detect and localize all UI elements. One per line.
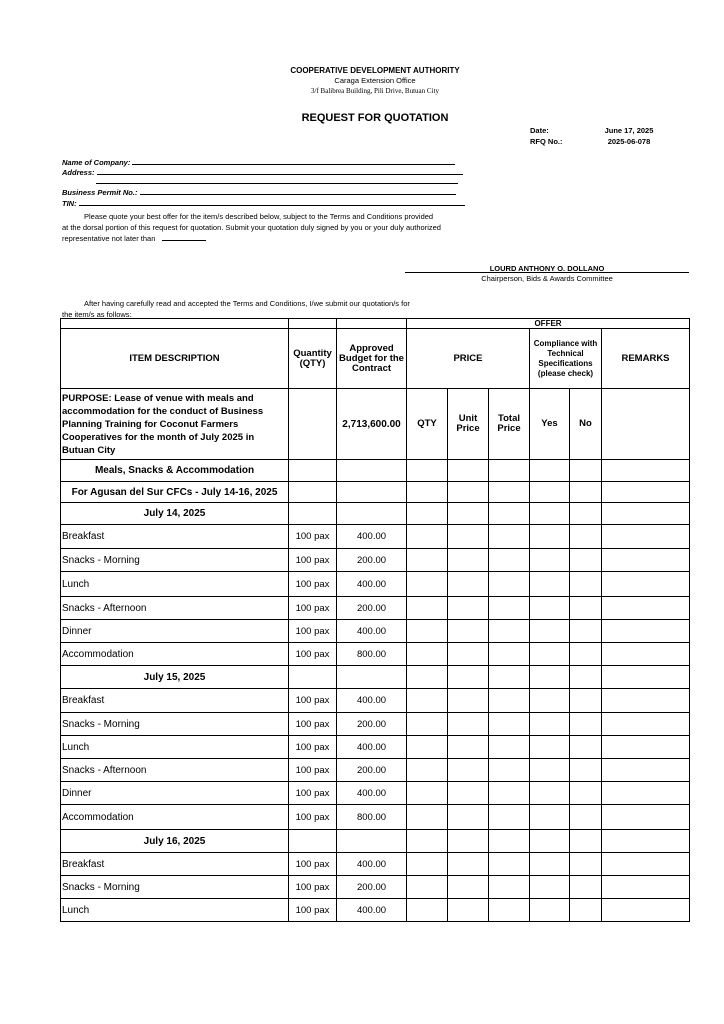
item-quantity: 100 pax [289, 759, 337, 782]
blank-cell[interactable] [448, 620, 489, 643]
blank-cell[interactable] [489, 736, 530, 759]
blank-cell[interactable] [489, 876, 530, 899]
blank-cell[interactable] [530, 899, 570, 922]
blank-cell[interactable] [570, 620, 602, 643]
item-quantity: 100 pax [289, 805, 337, 830]
blank-cell [337, 830, 407, 853]
blank-cell [407, 830, 448, 853]
section-row [61, 460, 690, 482]
blank-cell[interactable] [489, 689, 530, 713]
deadline-line[interactable] [162, 233, 206, 241]
instruction-line-3 [62, 233, 482, 244]
blank-cell[interactable] [489, 805, 530, 830]
blank-cell [570, 503, 602, 525]
item-quantity: 100 pax [289, 713, 337, 736]
blank-cell[interactable] [489, 899, 530, 922]
quotation-table [60, 318, 690, 922]
item-quantity: 100 pax [289, 899, 337, 922]
blank-cell[interactable] [407, 572, 448, 597]
acceptance-line-2: the item/s as follows: [62, 310, 132, 319]
blank-cell[interactable] [448, 759, 489, 782]
item-budget: 200.00 [337, 759, 407, 782]
blank-cell[interactable] [602, 597, 690, 620]
total-price-subheader: Total Price [489, 389, 530, 460]
subsection-title: For Agusan del Sur CFCs - July 14-16, 2025 [61, 482, 289, 503]
acceptance-paragraph [62, 298, 482, 320]
blank-cell[interactable] [448, 597, 489, 620]
blank-cell [489, 830, 530, 853]
blank-cell [489, 503, 530, 525]
blank-cell[interactable] [448, 713, 489, 736]
blank-cell [448, 666, 489, 689]
blank-cell[interactable] [448, 736, 489, 759]
compliance-header: Compliance with Technical Specifications (please check) [530, 329, 602, 389]
company-line[interactable] [132, 157, 455, 165]
item-budget: 200.00 [337, 549, 407, 572]
item-description-header: ITEM DESCRIPTION [61, 329, 289, 389]
blank-cell[interactable] [489, 597, 530, 620]
table-row [61, 643, 690, 666]
blank-cell[interactable] [489, 759, 530, 782]
blank-cell[interactable] [407, 759, 448, 782]
document-title: REQUEST FOR QUOTATION [301, 112, 449, 124]
address-line[interactable] [97, 167, 463, 175]
table-row [61, 899, 690, 922]
item-budget: 400.00 [337, 525, 407, 549]
blank-cell[interactable] [489, 620, 530, 643]
offer-header: OFFER [407, 319, 690, 329]
blank-cell[interactable] [602, 689, 690, 713]
instruction-line-1: Please quote your best offer for the item/s described below, subject to the Terms and Conditions provided [84, 212, 434, 221]
quantity-header: Quantity (QTY) [289, 329, 337, 389]
blank-cell[interactable] [489, 782, 530, 805]
address-label: Address: [62, 168, 95, 177]
blank-cell [407, 666, 448, 689]
item-description: Snacks - Afternoon [61, 597, 289, 620]
blank-cell [289, 503, 337, 525]
blank-cell[interactable] [530, 759, 570, 782]
table-row [61, 736, 690, 759]
instruction-line-3-text: representative not later than [62, 234, 156, 243]
blank-cell[interactable] [602, 782, 690, 805]
blank-cell[interactable] [489, 549, 530, 572]
blank-cell[interactable] [530, 549, 570, 572]
blank-cell[interactable] [407, 597, 448, 620]
item-quantity: 100 pax [289, 853, 337, 876]
item-description: Breakfast [61, 853, 289, 876]
company-label: Name of Company: [62, 158, 131, 167]
blank-cell[interactable] [570, 572, 602, 597]
blank-cell[interactable] [448, 643, 489, 666]
date-value: June 17, 2025 [604, 126, 654, 135]
office-name: Caraga Extension Office [334, 76, 416, 85]
blank-cell[interactable] [407, 689, 448, 713]
blank-cell [570, 830, 602, 853]
item-budget: 200.00 [337, 597, 407, 620]
blank-cell[interactable] [570, 782, 602, 805]
blank-cell[interactable] [407, 736, 448, 759]
table-row [61, 597, 690, 620]
acceptance-line-1: After having carefully read and accepted the Terms and Conditions, I/we submit our quotation/s for [84, 299, 410, 308]
blank-cell[interactable] [448, 853, 489, 876]
blank-cell[interactable] [530, 782, 570, 805]
blank-cell[interactable] [489, 643, 530, 666]
blank-cell[interactable] [570, 853, 602, 876]
tin-field[interactable] [62, 198, 465, 208]
blank-cell[interactable] [602, 572, 690, 597]
blank-cell[interactable] [448, 549, 489, 572]
blank-cell[interactable] [570, 689, 602, 713]
blank-cell[interactable] [489, 853, 530, 876]
blank-cell[interactable] [407, 805, 448, 830]
blank-cell [570, 666, 602, 689]
blank-cell[interactable] [489, 713, 530, 736]
date-label: Date: [530, 126, 549, 135]
agency-name: COOPERATIVE DEVELOPMENT AUTHORITY [290, 66, 460, 75]
offer-header-row [61, 319, 690, 329]
blank-cell[interactable] [448, 689, 489, 713]
table-row [61, 759, 690, 782]
address-line-2[interactable] [96, 183, 458, 184]
blank-cell [530, 830, 570, 853]
item-budget: 400.00 [337, 689, 407, 713]
item-description: Lunch [61, 899, 289, 922]
item-description: Dinner [61, 620, 289, 643]
blank-cell[interactable] [407, 713, 448, 736]
blank-cell[interactable] [530, 736, 570, 759]
blank-cell[interactable] [530, 876, 570, 899]
section-title: Meals, Snacks & Accommodation [61, 460, 289, 482]
blank-cell[interactable] [530, 572, 570, 597]
blank-cell[interactable] [602, 853, 690, 876]
item-budget: 400.00 [337, 853, 407, 876]
blank-cell[interactable] [530, 713, 570, 736]
blank-cell [448, 830, 489, 853]
price-header: PRICE [407, 329, 530, 389]
blank-cell[interactable] [448, 572, 489, 597]
purpose-text: PURPOSE: Lease of venue with meals and accommodation for the conduct of Business Planning Training for Coconut Farmers Cooperatives for the month of July 2025 in Butuan City [61, 389, 289, 460]
blank-cell[interactable] [530, 805, 570, 830]
date-label: July 16, 2025 [61, 830, 289, 853]
blank-cell[interactable] [602, 643, 690, 666]
table-row [61, 689, 690, 713]
subsection-row [61, 482, 690, 503]
abc-header: Approved Budget for the Contract [337, 329, 407, 389]
item-budget: 400.00 [337, 620, 407, 643]
signatory-name: LOURD ANTHONY O. DOLLANO [489, 264, 605, 273]
blank-cell[interactable] [407, 782, 448, 805]
item-budget: 400.00 [337, 899, 407, 922]
no-subheader: No [570, 389, 602, 460]
item-description: Snacks - Afternoon [61, 759, 289, 782]
table-row [61, 713, 690, 736]
item-budget: 400.00 [337, 572, 407, 597]
blank-cell[interactable] [602, 620, 690, 643]
blank-cell[interactable] [448, 899, 489, 922]
blank-cell[interactable] [407, 899, 448, 922]
abc-value: 2,713,600.00 [337, 389, 407, 460]
qty-subheader: QTY [407, 389, 448, 460]
unit-price-subheader: Unit Price [448, 389, 489, 460]
yes-subheader: Yes [530, 389, 570, 460]
blank-cell[interactable] [407, 643, 448, 666]
tin-line[interactable] [79, 198, 465, 206]
blank-cell[interactable] [448, 805, 489, 830]
company-field[interactable] [62, 157, 455, 167]
blank-cell[interactable] [448, 782, 489, 805]
signature-line [405, 272, 689, 273]
permit-field[interactable] [62, 187, 456, 197]
item-description: Dinner [61, 782, 289, 805]
blank-cell[interactable] [530, 853, 570, 876]
blank-cell[interactable] [570, 643, 602, 666]
blank-cell[interactable] [602, 805, 690, 830]
blank-cell[interactable] [407, 620, 448, 643]
table-row [61, 853, 690, 876]
item-budget: 200.00 [337, 713, 407, 736]
item-description: Snacks - Morning [61, 876, 289, 899]
blank-cell [337, 503, 407, 525]
blank-cell[interactable] [570, 805, 602, 830]
rfq-value: 2025-06-078 [607, 137, 651, 146]
item-description: Lunch [61, 736, 289, 759]
item-quantity: 100 pax [289, 549, 337, 572]
blank-cell [407, 503, 448, 525]
blank-cell[interactable] [570, 597, 602, 620]
blank-cell[interactable] [602, 759, 690, 782]
blank-cell [289, 830, 337, 853]
date-label: July 15, 2025 [61, 666, 289, 689]
blank-cell[interactable] [602, 549, 690, 572]
item-budget: 800.00 [337, 805, 407, 830]
blank-cell[interactable] [570, 713, 602, 736]
item-description: Lunch [61, 572, 289, 597]
item-description: Snacks - Morning [61, 549, 289, 572]
blank-cell[interactable] [602, 713, 690, 736]
date-row [61, 830, 690, 853]
item-budget: 400.00 [337, 782, 407, 805]
table-row [61, 525, 690, 549]
item-quantity: 100 pax [289, 597, 337, 620]
blank-cell[interactable] [448, 876, 489, 899]
blank-cell[interactable] [407, 853, 448, 876]
table-row [61, 876, 690, 899]
item-budget: 400.00 [337, 736, 407, 759]
instruction-line-2: at the dorsal portion of this request for quotation. Submit your quotation duly signed by you or your duly authorized [62, 223, 441, 232]
blank-cell[interactable] [530, 597, 570, 620]
blank-cell[interactable] [570, 899, 602, 922]
table-row [61, 620, 690, 643]
permit-line[interactable] [140, 187, 456, 195]
item-budget: 800.00 [337, 643, 407, 666]
item-quantity: 100 pax [289, 620, 337, 643]
item-description: Breakfast [61, 689, 289, 713]
blank-cell[interactable] [602, 876, 690, 899]
blank-cell[interactable] [489, 525, 530, 549]
blank-cell[interactable] [489, 572, 530, 597]
blank-cell[interactable] [530, 689, 570, 713]
blank-cell[interactable] [407, 525, 448, 549]
blank-cell [530, 666, 570, 689]
purpose-row [61, 389, 690, 460]
blank-cell[interactable] [530, 620, 570, 643]
blank-cell[interactable] [407, 549, 448, 572]
table-row [61, 805, 690, 830]
blank-cell[interactable] [570, 549, 602, 572]
table-row [61, 572, 690, 597]
blank-cell [602, 666, 690, 689]
blank-cell[interactable] [570, 525, 602, 549]
blank-cell [602, 830, 690, 853]
item-description: Accommodation [61, 805, 289, 830]
blank-cell[interactable] [570, 736, 602, 759]
address-field[interactable] [62, 167, 463, 177]
blank-cell[interactable] [448, 525, 489, 549]
blank-cell[interactable] [570, 759, 602, 782]
signatory-position: Chairperson, Bids & Awards Committee [481, 274, 613, 283]
item-quantity: 100 pax [289, 572, 337, 597]
remarks-header: REMARKS [602, 329, 690, 389]
blank-cell[interactable] [530, 525, 570, 549]
item-description: Snacks - Morning [61, 713, 289, 736]
blank-cell [530, 503, 570, 525]
table-row [61, 549, 690, 572]
blank-cell[interactable] [530, 643, 570, 666]
permit-label: Business Permit No.: [62, 188, 138, 197]
item-quantity: 100 pax [289, 689, 337, 713]
blank-cell[interactable] [602, 525, 690, 549]
blank-cell[interactable] [602, 899, 690, 922]
tin-label: TIN: [62, 199, 77, 208]
item-description: Accommodation [61, 643, 289, 666]
blank-cell[interactable] [570, 876, 602, 899]
blank-cell [602, 503, 690, 525]
blank-cell [337, 666, 407, 689]
blank-cell [289, 666, 337, 689]
item-budget: 200.00 [337, 876, 407, 899]
column-header-row [61, 329, 690, 389]
item-quantity: 100 pax [289, 525, 337, 549]
item-quantity: 100 pax [289, 736, 337, 759]
rfq-label: RFQ No.: [530, 137, 563, 146]
item-quantity: 100 pax [289, 643, 337, 666]
table-row [61, 782, 690, 805]
instruction-paragraph [62, 211, 482, 244]
item-quantity: 100 pax [289, 876, 337, 899]
item-quantity: 100 pax [289, 782, 337, 805]
date-label: July 14, 2025 [61, 503, 289, 525]
date-row [61, 666, 690, 689]
blank-cell[interactable] [602, 736, 690, 759]
blank-cell [448, 503, 489, 525]
blank-cell [489, 666, 530, 689]
date-row [61, 503, 690, 525]
item-description: Breakfast [61, 525, 289, 549]
office-address: 3/f Balibrea Building, Pili Drive, Butuan City [311, 87, 439, 95]
blank-cell[interactable] [407, 876, 448, 899]
